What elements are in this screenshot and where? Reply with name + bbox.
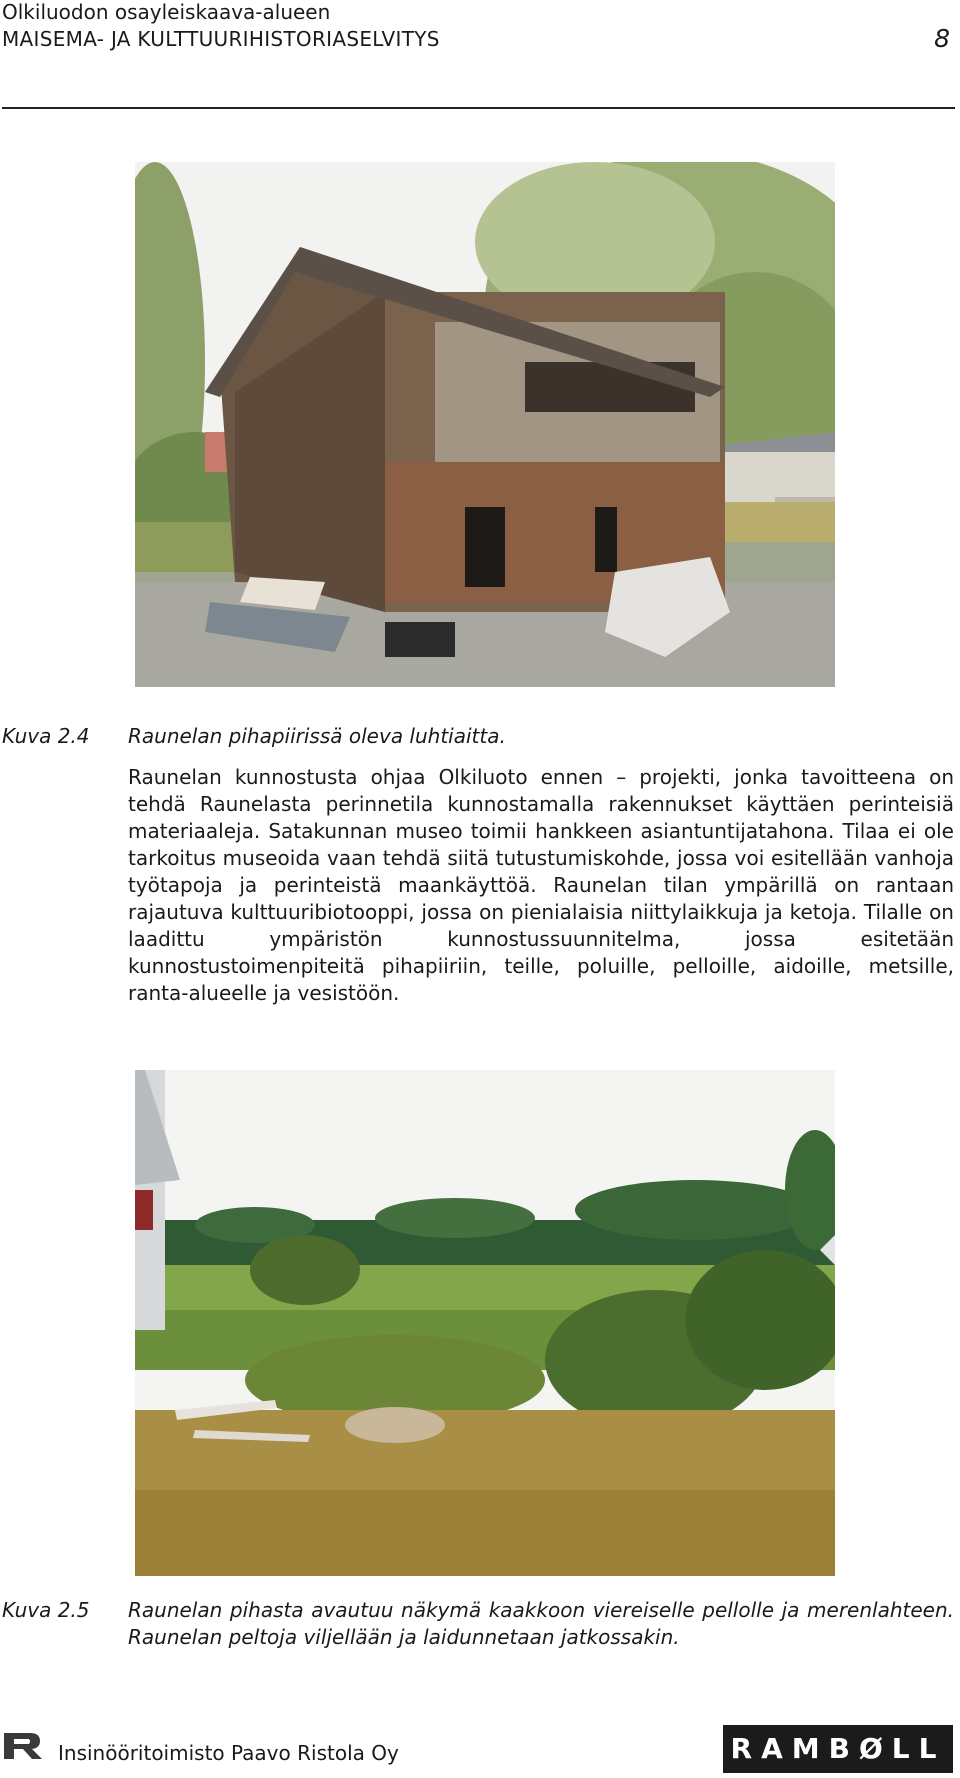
- header-title-line1: Olkiluodon osayleiskaava-alueen: [2, 0, 331, 24]
- field-view-photo: [135, 1070, 835, 1576]
- figure-1-label: Kuva 2.4: [2, 724, 90, 748]
- storehouse-photo: [135, 162, 835, 687]
- ramboll-logo: RAMBØLL: [723, 1725, 953, 1773]
- page-number: 8: [934, 24, 950, 53]
- figure-1-caption: Raunelan pihapiirissä oleva luhtiaitta.: [128, 724, 506, 748]
- figure-2-caption: Raunelan pihasta avautuu näkymä kaakkoon viereiselle pellolle ja merenlahteen. Raunelan peltoja viljellään ja laidunnetaan jatkossakin.: [128, 1598, 954, 1649]
- footer-company-name: Insinööritoimisto Paavo Ristola Oy: [58, 1741, 399, 1765]
- header-title-line2: MAISEMA- JA KULTTUURIHISTORIASELVITYS: [2, 27, 440, 51]
- body-paragraph: Raunelan kunnostusta ohjaa Olkiluoto ennen – projekti, jonka tavoitteena on tehdä Raunelasta perinnetila kunnostamalla rakennukset käyttäen perinteisiä materiaaleja. Satakunnan museo toimii hankkeen asiantuntijatahona. Tilaa ei ole tarkoitus museoida vaan tehdä siitä tutustumiskohde, jossa voi esitellään vanhoja työtapoja ja perinteistä maankäyttöä. Raunelan tilan ympärillä on rantaan rajautuva kulttuuribiotooppi, jossa on pienialaisia niittylaikkuja ja ketoja. Tilalle on laadittu ympäristön kunnostussuunnitelma, jossa esitetään kunnostustoimenpiteitä pihapiiriin, teille, poluille, pelloille, aidoille, metsille, ranta-alueelle ja vesistöön.: [128, 765, 954, 1005]
- ristola-logo: [2, 1731, 44, 1761]
- figure-2-label: Kuva 2.5: [2, 1598, 90, 1622]
- header-divider: [2, 107, 955, 109]
